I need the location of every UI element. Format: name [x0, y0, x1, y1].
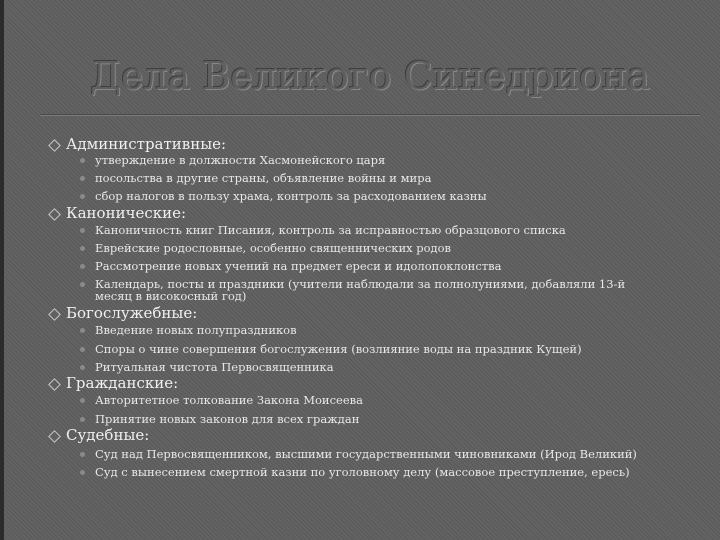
list-item: Споры о чине совершения богослужения (возлияние воды на праздник Кущей) — [95, 342, 582, 356]
section-heading-administrative: Административные: — [66, 135, 227, 153]
section-heading-judicial: Судебные: — [66, 426, 150, 444]
list-item: Авторитетное толкование Закона Моисеева — [95, 393, 363, 407]
list-item: посольства в другие страны, объявление войны и мира — [95, 171, 432, 185]
item-bullet-icon — [80, 328, 85, 333]
item-bullet-icon — [80, 158, 85, 163]
list-item: Каноничность книг Писания, контроль за исправностью образцового списка — [95, 223, 566, 237]
item-bullet-icon — [80, 452, 85, 457]
list-item: сбор налогов в пользу храма, контроль за расходованием казны — [95, 189, 487, 203]
list-item: Календарь, посты и праздники (учители наблюдали за полнолуниями, добавляли 13-й месяц в високосный год) — [95, 277, 626, 303]
list-item: утверждение в должности Хасмонейского царя — [95, 153, 386, 167]
item-bullet-icon — [80, 417, 85, 422]
item-bullet-icon — [80, 282, 85, 287]
slide-title: Дела Великого Синедриона — [90, 54, 650, 98]
list-item: Суд над Первосвященником, высшими государственными чиновниками (Ирод Великий) — [95, 447, 637, 461]
item-bullet-icon — [80, 264, 85, 269]
item-bullet-icon — [80, 347, 85, 352]
list-item: Рассмотрение новых учений на предмет ереси и идолопоклонства — [95, 259, 502, 273]
item-bullet-icon — [80, 194, 85, 199]
list-item: Введение новых полупраздников — [95, 323, 297, 337]
list-item: Принятие новых законов для всех граждан — [95, 412, 360, 426]
list-item: Суд с вынесением смертной казни по уголовному делу (массовое преступление, ересь) — [95, 465, 630, 479]
section-heading-liturgical: Богослужебные: — [66, 304, 198, 322]
item-bullet-icon — [80, 228, 85, 233]
item-bullet-icon — [80, 246, 85, 251]
item-bullet-icon — [80, 176, 85, 181]
section-heading-canonical: Канонические: — [66, 204, 187, 222]
list-item: Еврейские родословные, особенно священнических родов — [95, 241, 452, 255]
item-bullet-icon — [80, 398, 85, 403]
list-item: Ритуальная чистота Первосвященника — [95, 360, 334, 374]
item-bullet-icon — [80, 365, 85, 370]
section-heading-civil: Гражданские: — [66, 374, 179, 392]
item-bullet-icon — [80, 470, 85, 475]
title-divider — [40, 114, 700, 116]
